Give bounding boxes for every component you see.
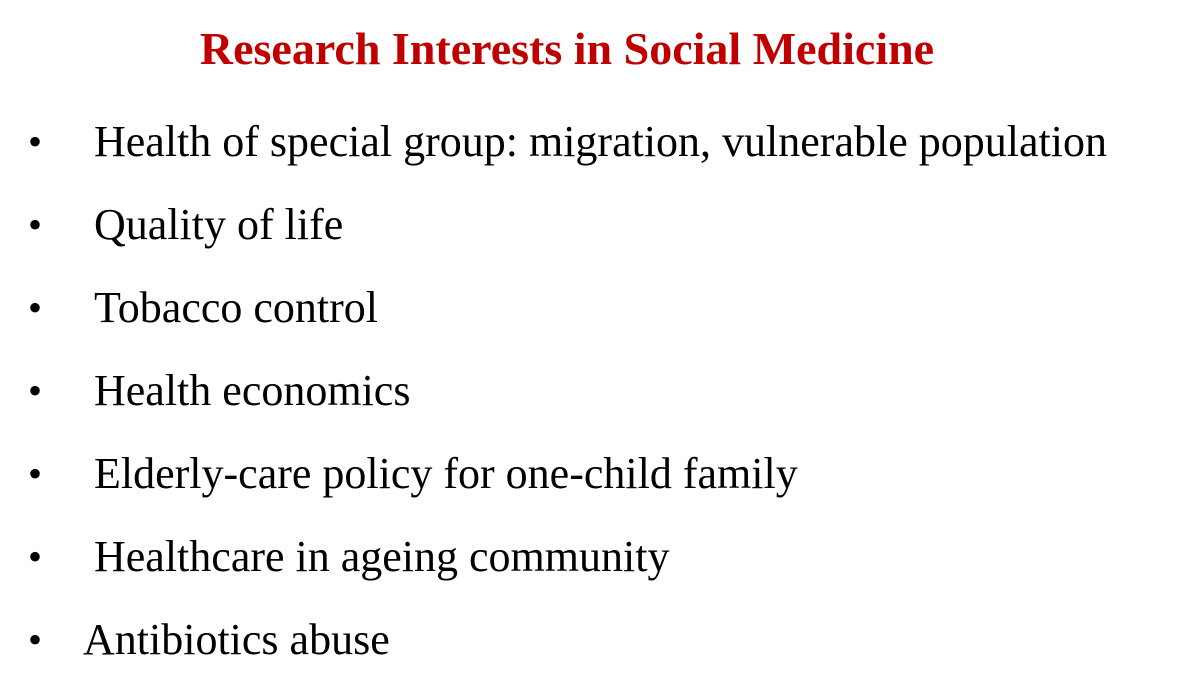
bullet-text: Health economics: [94, 366, 411, 415]
bullet-item: [0, 610, 1191, 670]
bullet-icon: •: [28, 617, 43, 662]
bullet-text: Healthcare in ageing community: [94, 532, 670, 581]
bullet-icon: •: [28, 451, 43, 496]
bullet-icon: •: [28, 285, 43, 330]
bullet-item: [0, 527, 1191, 587]
bullet-icon: •: [28, 119, 43, 164]
bullet-item: [0, 444, 1191, 504]
bullet-text: Quality of life: [94, 200, 344, 249]
bullet-item: [0, 361, 1191, 421]
bullet-icon: •: [28, 534, 43, 579]
bullet-text: Antibiotics abuse: [83, 615, 390, 664]
bullet-icon: •: [28, 202, 43, 247]
bullet-icon: •: [28, 368, 43, 413]
slide-title: Research Interests in Social Medicine: [199, 23, 935, 74]
bullet-text: Tobacco control: [94, 283, 379, 332]
bullet-item: [0, 278, 1191, 338]
bullet-item: [0, 195, 1191, 255]
bullet-item: [0, 112, 1191, 172]
bullet-text: Elderly-care policy for one-child family: [94, 449, 798, 498]
bullet-text: Health of special group: migration, vulnerable population: [94, 117, 1107, 166]
